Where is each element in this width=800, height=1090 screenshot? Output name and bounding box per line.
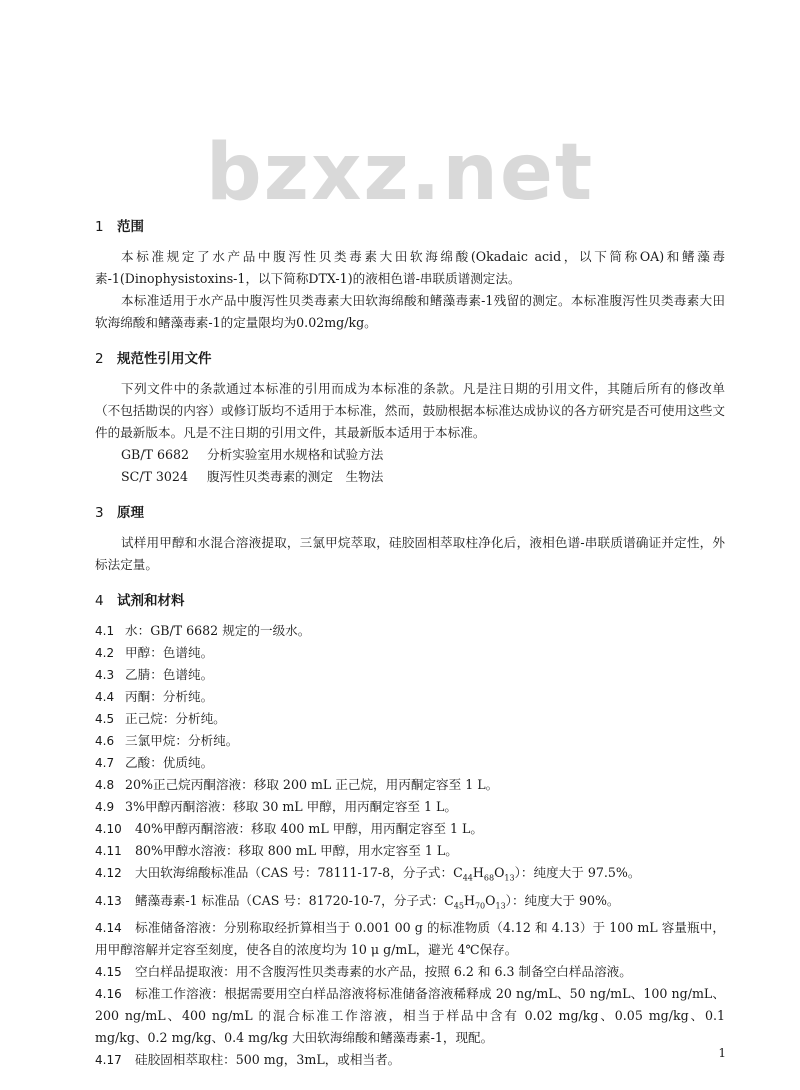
reference-code: SC/T 3024 bbox=[121, 469, 188, 484]
section-number: 3 bbox=[95, 505, 104, 521]
item-text: 丙酮：分析纯。 bbox=[125, 689, 214, 704]
item-number: 4.7 bbox=[95, 756, 115, 770]
section-2-paragraph-1: 下列文件中的条款通过本标准的引用而成为本标准的条款。凡是注日期的引用文件，其随后所有的修改单（不包括勘误的内容）或修订版均不适用于本标准，然而，鼓励根据本标准达成协议的各方研究是否可使用这些文件的最新版本。凡是不注日期的引用文件，其最新版本适用于本标准。 bbox=[95, 381, 725, 440]
reference-item bbox=[95, 466, 725, 488]
item-text: 乙腈：色谱纯。 bbox=[125, 667, 214, 682]
reagent-item bbox=[95, 774, 725, 796]
item-text: 标准储备溶液：分别称取经折算相当于 0.001 00 g 的标准物质（4.12 和 4.13）于 100 mL 容量瓶中，用甲醇溶解并定容至刻度，使各自的浓度均为 10 μ g/mL，避光 4℃保存。 bbox=[95, 920, 725, 958]
item-text: 标准工作溶液：根据需要用空白样品溶液将标准储备溶液稀释成 20 ng/mL、50 ng/mL、100 ng/mL、200 ng/mL、400 ng/mL 的混合标准工作溶液，相当于样品中含有 0.02 mg/kg、0.05 mg/kg、0.1 mg/kg、0.2 mg/kg、0.4 mg/kg 大田软海绵酸和鳍藻毒素-1，现配。 bbox=[95, 986, 725, 1046]
reference-code: GB/T 6682 bbox=[121, 447, 190, 462]
reagent-item-dtx1-standard bbox=[95, 890, 725, 918]
item-number: 4.16 bbox=[95, 987, 122, 1002]
item-text: 三氯甲烷：分析纯。 bbox=[125, 733, 239, 748]
item-number: 4.4 bbox=[95, 690, 115, 704]
section-title: 原理 bbox=[117, 505, 144, 521]
subscript: 68 bbox=[483, 873, 495, 883]
section-title: 试剂和材料 bbox=[117, 593, 185, 609]
reagent-item bbox=[95, 961, 725, 983]
section-1-heading bbox=[95, 216, 725, 238]
item-number: 4.13 bbox=[95, 893, 122, 908]
item-number: 4.11 bbox=[95, 844, 122, 858]
section-number: 4 bbox=[95, 593, 104, 609]
reference-item bbox=[95, 444, 725, 466]
item-text: 空白样品提取液：用不含腹泻性贝类毒素的水产品，按照 6.2 和 6.3 制备空白样品溶液。 bbox=[135, 964, 632, 980]
page-number: 1 bbox=[718, 1046, 726, 1060]
item-number: 4.5 bbox=[95, 712, 115, 726]
subscript: 70 bbox=[474, 901, 486, 911]
section-title: 范围 bbox=[117, 219, 144, 235]
item-text: O bbox=[485, 892, 496, 908]
reagent-item bbox=[95, 840, 725, 862]
item-number: 4.1 bbox=[95, 624, 115, 638]
section-number: 2 bbox=[95, 351, 104, 367]
item-text: 大田软海绵酸标准品（CAS 号：78111-17-8，分子式：C bbox=[135, 865, 463, 880]
item-text: 甲醇：色谱纯。 bbox=[125, 645, 214, 660]
item-text: O bbox=[494, 865, 505, 880]
item-text: 鳍藻毒素-1 标准品（CAS 号：81720-10-7，分子式：C bbox=[135, 892, 454, 908]
item-text: 80%甲醇水溶液：移取 800 mL 甲醇，用水定容至 1 L。 bbox=[135, 843, 458, 858]
item-text: ）：纯度大于 97.5%。 bbox=[514, 865, 641, 880]
item-number: 4.9 bbox=[95, 800, 115, 814]
subscript: 13 bbox=[504, 873, 515, 883]
item-text: 水：GB/T 6682 规定的一级水。 bbox=[125, 623, 311, 638]
reagent-item bbox=[95, 664, 725, 686]
item-text: 40%甲醇丙酮溶液：移取 400 mL 甲醇，用丙酮定容至 1 L。 bbox=[135, 821, 484, 836]
item-number: 4.17 bbox=[95, 1053, 122, 1068]
reference-title: 分析实验室用水规格和试验方法 bbox=[207, 447, 384, 462]
item-number: 4.14 bbox=[95, 921, 122, 936]
subscript: 44 bbox=[462, 873, 473, 883]
subscript: 45 bbox=[453, 901, 464, 911]
item-number: 4.15 bbox=[95, 965, 122, 980]
reagent-item bbox=[95, 642, 725, 664]
item-text: H bbox=[463, 892, 475, 908]
item-text: H bbox=[472, 865, 484, 880]
item-text: 3%甲醇丙酮溶液：移取 30 mL 甲醇，用丙酮定容至 1 L。 bbox=[125, 799, 457, 814]
item-text: 乙酸：优质纯。 bbox=[125, 755, 214, 770]
reagent-item-okadaic-acid-standard bbox=[95, 862, 725, 890]
reference-title: 腹泻性贝类毒素的测定 生物法 bbox=[207, 469, 384, 484]
reagent-item bbox=[95, 686, 725, 708]
item-text: 20%正己烷丙酮溶液：移取 200 mL 正己烷，用丙酮定容至 1 L。 bbox=[125, 777, 499, 792]
reagent-item bbox=[95, 730, 725, 752]
subscript: 13 bbox=[495, 901, 506, 911]
section-3-paragraph-1: 试样用甲醇和水混合溶液提取，三氯甲烷萃取，硅胶固相萃取柱净化后，液相色谱-串联质谱确证并定性，外标法定量。 bbox=[95, 535, 725, 572]
item-number: 4.8 bbox=[95, 778, 115, 792]
item-number: 4.10 bbox=[95, 822, 122, 836]
reagent-item bbox=[95, 917, 725, 961]
watermark: bzxz.net bbox=[205, 128, 595, 218]
item-text: 正己烷：分析纯。 bbox=[125, 711, 226, 726]
section-4-heading bbox=[95, 590, 725, 612]
section-title: 规范性引用文件 bbox=[117, 351, 212, 367]
section-number: 1 bbox=[95, 219, 104, 235]
section-3-heading bbox=[95, 502, 725, 524]
reagent-item bbox=[95, 983, 725, 1049]
reagent-item bbox=[95, 1049, 725, 1071]
item-number: 4.6 bbox=[95, 734, 115, 748]
item-text: ）：纯度大于 90%。 bbox=[505, 892, 620, 908]
reagent-item bbox=[95, 752, 725, 774]
section-2-heading bbox=[95, 348, 725, 370]
item-text: 硅胶固相萃取柱：500 mg，3mL，或相当者。 bbox=[135, 1052, 401, 1068]
reagent-item bbox=[95, 708, 725, 730]
section-1-paragraph-1: 本标准规定了水产品中腹泻性贝类毒素大田软海绵酸(Okadaic acid，以下简称OA)和鳍藻毒素-1(Dinophysistoxins-1，以下简称DTX-1)的液相色谱-串联质谱测定法。 bbox=[95, 249, 725, 286]
document-body bbox=[95, 216, 725, 1071]
reagent-item bbox=[95, 620, 725, 642]
reagent-item bbox=[95, 818, 725, 840]
item-number: 4.2 bbox=[95, 646, 115, 660]
reagent-item bbox=[95, 796, 725, 818]
item-number: 4.3 bbox=[95, 668, 115, 682]
item-number: 4.12 bbox=[95, 866, 122, 880]
section-1-paragraph-2: 本标准适用于水产品中腹泻性贝类毒素大田软海绵酸和鳍藻毒素-1残留的测定。本标准腹泻性贝类毒素大田软海绵酸和鳍藻毒素-1的定量限均为0.02mg/kg。 bbox=[95, 293, 725, 330]
